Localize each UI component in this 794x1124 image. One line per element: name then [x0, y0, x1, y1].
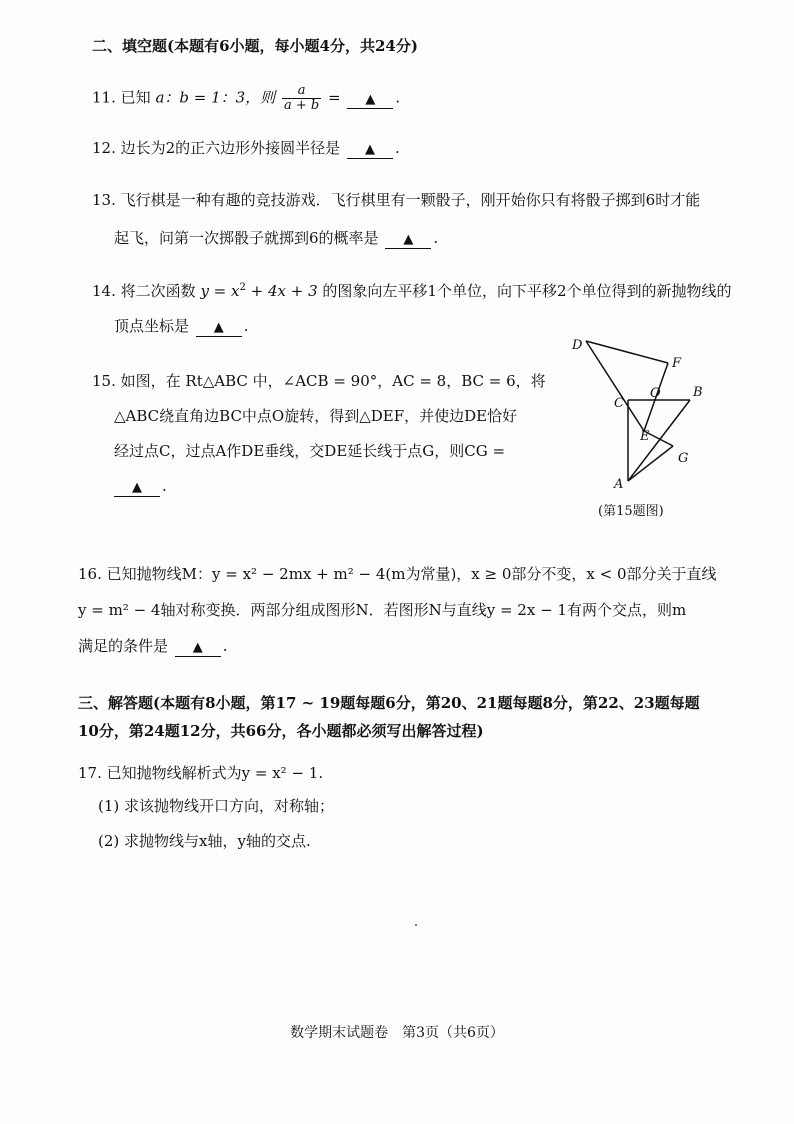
q17-subquestion-1: (1) 求该抛物线开口方向，对称轴； [98, 797, 335, 815]
question-14-line1: 14. 将二次函数 $y = x^2 + 4x + 3$ 的图象向左平移1个单位，向下平移2个单位得到的新抛物线的 [92, 282, 732, 300]
q11-fraction [282, 84, 321, 113]
q14-text-line2: 顶点坐标是 [114, 317, 190, 335]
question-11 [92, 84, 400, 113]
question-16-line2 [78, 600, 686, 620]
question-17 [78, 763, 323, 783]
q11-fraction-numerator: a [282, 84, 321, 99]
q15-text-line3: 经过点C，过点A作DE垂线，交DE延长线于点G，则CG = [114, 442, 506, 460]
q12-number: 12. [92, 139, 116, 157]
q14-answer-blank[interactable]: ▲ [196, 320, 242, 337]
q15-geometry-figure [568, 333, 718, 493]
label-O: O [650, 386, 661, 401]
label-D: D [572, 338, 583, 353]
q14-number: 14. [92, 282, 116, 300]
q13-end: . [433, 229, 439, 247]
q16-text-line3: 满足的条件是 [78, 637, 169, 655]
q15-end: . [162, 477, 167, 495]
q15-text-line1: 如图，在 Rt△ABC 中，∠ACB = 90°，AC = 8，BC = 6，将 [120, 372, 546, 390]
label-B: B [693, 385, 703, 400]
section3-heading-line1: 三、解答题(本题有8小题，第17 ~ 19题每题6分，第20、21题每题8分，第22、23题每题 [78, 694, 700, 712]
q15-answer-blank[interactable]: ▲ [114, 480, 160, 497]
q17-text: 已知抛物线解析式为y = x² − 1. [106, 764, 324, 782]
q16-number: 16. [78, 565, 102, 583]
q13-answer-blank[interactable]: ▲ [385, 232, 431, 249]
segment-AB [628, 400, 690, 481]
question-15-line1 [92, 371, 546, 391]
label-A: A [614, 477, 624, 492]
q11-fraction-denominator: a + b [283, 98, 320, 113]
q15-text-line2: △ABC绕直角边BC中点O旋转，得到△DEF，并使边DE恰好 [114, 407, 518, 425]
q11-number: 11. [92, 88, 116, 107]
q13-text-line2: 起飞，问第一次掷骰子就掷到6的概率是 [114, 229, 379, 247]
q16-answer-blank[interactable]: ▲ [175, 640, 221, 657]
q11-text: 已知 [120, 88, 151, 107]
label-G: G [678, 451, 689, 466]
section3-heading-line2: 10分，第24题12分，共66分，各小题都必须写出解答过程) [78, 722, 484, 740]
question-14-line2 [114, 316, 249, 337]
section2-heading: 二、填空题(本题有6小题，每小题4分，共24分) [92, 37, 418, 55]
question-15-line3 [114, 441, 505, 461]
question-16-line3 [78, 636, 228, 657]
question-13-line1 [92, 190, 700, 210]
label-E: E [640, 429, 650, 444]
page-footer: 数学期末试题卷 第3页（共6页） [290, 1025, 504, 1041]
q14-function-a: y = x [200, 282, 240, 300]
q12-end: . [394, 139, 400, 157]
question-16-line1 [78, 564, 717, 584]
q13-text-line1: 飞行棋是一种有趣的竞技游戏．飞行棋里有一颗骰子，刚开始你只有将骰子掷到6时才能 [120, 191, 701, 209]
q17-subquestion-2: (2) 求抛物线与x轴，y轴的交点. [98, 832, 311, 850]
q13-number: 13. [92, 191, 116, 209]
q14-function-b: + 4x + 3 [245, 282, 318, 300]
q16-end: . [222, 637, 228, 655]
q12-text: 边长为2的正六边形外接圆半径是 [120, 139, 341, 157]
question-12 [92, 138, 400, 159]
scan-speck [415, 924, 417, 926]
q17-number: 17. [78, 764, 102, 782]
q11-equals: = [327, 88, 341, 107]
q15-figure-caption: (第15题图) [598, 504, 664, 519]
question-15-line4 [112, 476, 167, 497]
q12-answer-blank[interactable]: ▲ [347, 142, 393, 159]
question-15-line2 [114, 406, 517, 426]
q14-text-b: 的图象向左平移1个单位，向下平移2个单位得到的新抛物线的 [322, 282, 732, 300]
q14-end: . [243, 317, 249, 335]
q16-text-line1: 已知抛物线M：y = x² − 2mx + m² − 4(m为常量)，x ≥ 0部分不变，x < 0部分关于直线 [106, 565, 717, 583]
q14-text-a: 将二次函数 [120, 282, 196, 300]
q15-number: 15. [92, 372, 116, 390]
question-13-line2 [114, 228, 438, 249]
q11-end: . [395, 88, 401, 107]
q16-text-line2: y = m² − 4轴对称变换．两部分组成图形N．若图形N与直线y = 2x − 1有两个交点，则m [78, 601, 687, 619]
label-C: C [614, 396, 624, 411]
label-F: F [672, 356, 682, 371]
q11-answer-blank[interactable]: ▲ [347, 92, 393, 109]
q11-ratio: a：b = 1：3，则 [155, 88, 276, 107]
